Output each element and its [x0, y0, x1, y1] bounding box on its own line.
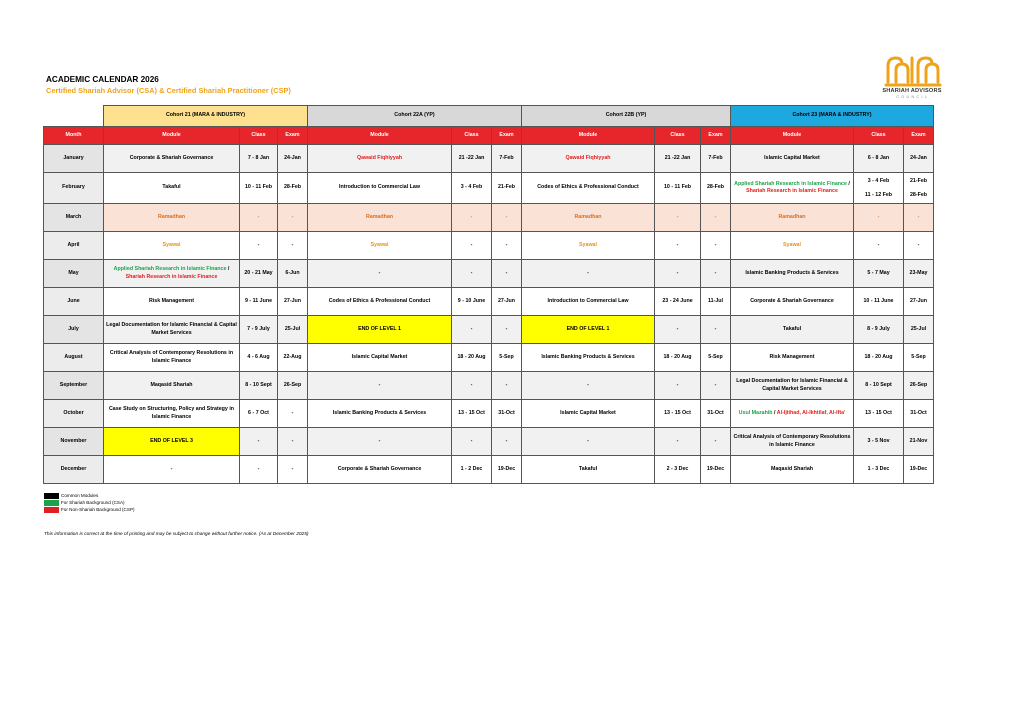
- month-cell: August: [44, 344, 104, 372]
- module-cell: Maqasid Shariah: [731, 456, 854, 484]
- exam-cell: 5-Sep: [904, 344, 934, 372]
- exam-cell: 25-Jul: [278, 316, 308, 344]
- exam-cell: 31-Oct: [492, 400, 522, 428]
- calendar-table: [43, 105, 934, 484]
- exam-cell: 19-Dec: [701, 456, 731, 484]
- header-exam: Exam: [492, 127, 522, 145]
- header-exam: Exam: [701, 127, 731, 145]
- module-cell: Islamic Banking Products & Services: [522, 344, 655, 372]
- exam-cell: -: [492, 372, 522, 400]
- csa-module: Applied Shariah Research in Islamic Finance: [113, 266, 227, 273]
- module-cell: Islamic Capital Market: [308, 344, 452, 372]
- legend-swatch: [44, 507, 59, 513]
- module-cell: Syawal: [731, 232, 854, 260]
- table-row: [44, 344, 934, 372]
- exam-cell: -: [278, 428, 308, 456]
- exam-cell: -: [278, 400, 308, 428]
- class-cell: -: [854, 232, 904, 260]
- cohort-23-header: Cohort 23 (MARA & INDUSTRY): [731, 106, 934, 127]
- module-cell: Ramadhan: [104, 204, 240, 232]
- class-cell: 13 - 15 Oct: [854, 400, 904, 428]
- class-cell: -: [655, 204, 701, 232]
- exam-cell: 22-Aug: [278, 344, 308, 372]
- module-cell: Syawal: [522, 232, 655, 260]
- class-cell: 6 - 8 Jan: [854, 145, 904, 173]
- module-cell: END OF LEVEL 3: [104, 428, 240, 456]
- module-cell: [731, 173, 854, 204]
- exam-cell: -: [701, 428, 731, 456]
- exam-cell: 21-Feb: [492, 173, 522, 204]
- module-cell: Ramadhan: [731, 204, 854, 232]
- class-cell: 8 - 10 Sept: [240, 372, 278, 400]
- class-cell: 18 - 20 Aug: [452, 344, 492, 372]
- module-cell: [104, 260, 240, 288]
- exam-cell: -: [904, 232, 934, 260]
- legend-label: For Non-Shariah Background (CSP): [61, 507, 135, 512]
- class-cell: 2 - 3 Dec: [655, 456, 701, 484]
- class-cell: 5 - 7 May: [854, 260, 904, 288]
- class-cell: -: [452, 316, 492, 344]
- cohort-22b-header: Cohort 22B (YP): [522, 106, 731, 127]
- class-cell: 3 - 4 Feb: [452, 173, 492, 204]
- exam-cell: 5-Sep: [701, 344, 731, 372]
- exam-cell: -: [492, 316, 522, 344]
- module-cell: Ramadhan: [308, 204, 452, 232]
- legend-swatch: [44, 500, 59, 506]
- module-cell: -: [308, 260, 452, 288]
- module-cell: -: [308, 372, 452, 400]
- class-cell: -: [655, 428, 701, 456]
- column-header-row: [44, 127, 934, 145]
- month-cell: April: [44, 232, 104, 260]
- exam-cell: 24-Jan: [904, 145, 934, 173]
- module-cell: -: [522, 260, 655, 288]
- exam-cell: -: [701, 260, 731, 288]
- class-cell: 23 - 24 June: [655, 288, 701, 316]
- header-module: Module: [731, 127, 854, 145]
- class-cell: -: [655, 260, 701, 288]
- exam-cell: -: [701, 204, 731, 232]
- table-row: [44, 232, 934, 260]
- module-cell: Islamic Banking Products & Services: [731, 260, 854, 288]
- legend-item: [44, 499, 135, 506]
- csa-module: Usul Mazahib: [738, 409, 773, 416]
- legend-swatch: [44, 493, 59, 499]
- exam-cell: -: [492, 204, 522, 232]
- table-row: [44, 260, 934, 288]
- module-cell: -: [308, 428, 452, 456]
- header-class: Class: [452, 127, 492, 145]
- exam-cell: 23-May: [904, 260, 934, 288]
- module-cell: Islamic Banking Products & Services: [308, 400, 452, 428]
- logo-subtitle: C O U N C I L: [896, 95, 928, 99]
- logo-name: SHARIAH ADVISORS: [882, 88, 942, 94]
- month-cell: March: [44, 204, 104, 232]
- module-separator: /: [848, 180, 850, 187]
- cohort-22a-header: Cohort 22A (YP): [308, 106, 522, 127]
- cohort-row: [44, 106, 934, 127]
- module-cell: Corporate & Shariah Governance: [104, 145, 240, 173]
- module-cell: Islamic Capital Market: [522, 400, 655, 428]
- exam-cell: 11-Jul: [701, 288, 731, 316]
- month-cell: February: [44, 173, 104, 204]
- module-cell: Qawaid Fiqhiyyah: [308, 145, 452, 173]
- class-cell: -: [854, 204, 904, 232]
- table-row: [44, 316, 934, 344]
- header-module: Module: [104, 127, 240, 145]
- class-cell: [854, 173, 904, 204]
- module-cell: Qawaid Fiqhiyyah: [522, 145, 655, 173]
- csp-module: Shariah Research in Islamic Finance: [125, 273, 218, 280]
- header-module: Module: [308, 127, 452, 145]
- exam-cell: 25-Jul: [904, 316, 934, 344]
- class-cell: -: [452, 260, 492, 288]
- class-cell: -: [240, 232, 278, 260]
- exam-cell: 24-Jan: [278, 145, 308, 173]
- module-cell: -: [522, 372, 655, 400]
- month-cell: January: [44, 145, 104, 173]
- class-cell: 10 - 11 Feb: [655, 173, 701, 204]
- header-month: Month: [44, 127, 104, 145]
- month-cell: October: [44, 400, 104, 428]
- module-cell: Introduction to Commercial Law: [522, 288, 655, 316]
- class-cell: -: [240, 456, 278, 484]
- class-cell: 8 - 9 July: [854, 316, 904, 344]
- table-row: [44, 456, 934, 484]
- module-cell: Syawal: [308, 232, 452, 260]
- module-separator: /: [774, 409, 776, 416]
- exam-cell: 27-Jun: [492, 288, 522, 316]
- exam-date: 28-Feb: [909, 191, 928, 198]
- exam-cell: 31-Oct: [904, 400, 934, 428]
- header-exam: Exam: [904, 127, 934, 145]
- class-cell: -: [452, 204, 492, 232]
- exam-cell: 7-Feb: [701, 145, 731, 173]
- module-cell: Takaful: [731, 316, 854, 344]
- module-cell: Case Study on Structuring, Policy and Strategy in Islamic Finance: [104, 400, 240, 428]
- module-cell: Maqasid Shariah: [104, 372, 240, 400]
- class-cell: -: [452, 232, 492, 260]
- module-cell: Codes of Ethics & Professional Conduct: [308, 288, 452, 316]
- exam-cell: 27-Jun: [278, 288, 308, 316]
- class-cell: 21 -22 Jan: [655, 145, 701, 173]
- module-cell: Ramadhan: [522, 204, 655, 232]
- class-cell: 3 - 5 Nov: [854, 428, 904, 456]
- module-cell: [731, 400, 854, 428]
- module-cell: Legal Documentation for Islamic Financial & Capital Market Services: [104, 316, 240, 344]
- table-row: [44, 372, 934, 400]
- module-cell: Corporate & Shariah Governance: [308, 456, 452, 484]
- module-cell: Takaful: [104, 173, 240, 204]
- exam-cell: -: [904, 204, 934, 232]
- header-class: Class: [854, 127, 904, 145]
- table-row: [44, 428, 934, 456]
- table-row: [44, 145, 934, 173]
- header-exam: Exam: [278, 127, 308, 145]
- class-cell: 21 -22 Jan: [452, 145, 492, 173]
- exam-cell: 27-Jun: [904, 288, 934, 316]
- class-cell: 1 - 2 Dec: [452, 456, 492, 484]
- exam-cell: -: [492, 260, 522, 288]
- exam-cell: -: [492, 428, 522, 456]
- module-cell: Codes of Ethics & Professional Conduct: [522, 173, 655, 204]
- class-cell: -: [655, 372, 701, 400]
- class-date: 11 - 12 Feb: [864, 191, 893, 198]
- class-cell: 20 - 21 May: [240, 260, 278, 288]
- disclaimer-note: This information is correct at the time of printing and may be subject to change without further notice. (As at December 2025): [44, 532, 309, 537]
- class-cell: -: [240, 428, 278, 456]
- page-title: ACADEMIC CALENDAR 2026: [46, 75, 159, 84]
- month-cell: June: [44, 288, 104, 316]
- class-cell: 13 - 15 Oct: [655, 400, 701, 428]
- month-cell: July: [44, 316, 104, 344]
- class-cell: 10 - 11 June: [854, 288, 904, 316]
- exam-cell: -: [701, 316, 731, 344]
- csp-module: Shariah Research in Islamic Finance: [746, 188, 838, 194]
- exam-cell: 26-Sep: [904, 372, 934, 400]
- class-date: 3 - 4 Feb: [867, 177, 890, 184]
- module-cell: Critical Analysis of Contemporary Resolutions in Islamic Finance: [104, 344, 240, 372]
- exam-cell: 5-Sep: [492, 344, 522, 372]
- header-class: Class: [240, 127, 278, 145]
- module-cell: Islamic Capital Market: [731, 145, 854, 173]
- exam-cell: [904, 173, 934, 204]
- legend-label: Common Modules: [61, 493, 99, 498]
- table-row: [44, 400, 934, 428]
- module-separator: /: [227, 266, 230, 273]
- csa-module: Applied Shariah Research in Islamic Finance: [734, 180, 847, 187]
- class-cell: -: [240, 204, 278, 232]
- header-module: Module: [522, 127, 655, 145]
- legend: [44, 492, 135, 513]
- module-cell: -: [104, 456, 240, 484]
- exam-cell: -: [278, 456, 308, 484]
- legend-label: For Shariah Background (CSA): [61, 500, 125, 505]
- class-cell: 18 - 20 Aug: [854, 344, 904, 372]
- class-cell: 6 - 7 Oct: [240, 400, 278, 428]
- class-cell: 9 - 11 June: [240, 288, 278, 316]
- exam-cell: -: [492, 232, 522, 260]
- class-cell: 4 - 6 Aug: [240, 344, 278, 372]
- page-subtitle: Certified Shariah Advisor (CSA) & Certified Shariah Practitioner (CSP): [46, 86, 291, 95]
- class-cell: -: [452, 428, 492, 456]
- table-row: [44, 204, 934, 232]
- class-cell: -: [655, 232, 701, 260]
- month-cell: November: [44, 428, 104, 456]
- module-cell: Syawal: [104, 232, 240, 260]
- module-cell: Legal Documentation for Islamic Financial & Capital Market Services: [731, 372, 854, 400]
- class-cell: -: [452, 372, 492, 400]
- month-cell: May: [44, 260, 104, 288]
- exam-cell: -: [278, 204, 308, 232]
- class-cell: 9 - 10 June: [452, 288, 492, 316]
- class-cell: 18 - 20 Aug: [655, 344, 701, 372]
- blank-cell: [44, 106, 104, 127]
- class-cell: 7 - 9 July: [240, 316, 278, 344]
- exam-cell: 28-Feb: [278, 173, 308, 204]
- class-cell: 1 - 3 Dec: [854, 456, 904, 484]
- csp-module: Al-Ijtihad, Al-Ikhtilaf, Al-Ifta': [776, 409, 846, 416]
- module-cell: Critical Analysis of Contemporary Resolutions in Islamic Finance: [731, 428, 854, 456]
- exam-cell: 31-Oct: [701, 400, 731, 428]
- module-cell: -: [522, 428, 655, 456]
- module-cell: Corporate & Shariah Governance: [731, 288, 854, 316]
- legend-item: [44, 492, 135, 499]
- table-row: [44, 173, 934, 204]
- exam-date: 21-Feb: [909, 177, 928, 184]
- module-cell: END OF LEVEL 1: [522, 316, 655, 344]
- table-row: [44, 288, 934, 316]
- month-cell: September: [44, 372, 104, 400]
- class-cell: 13 - 15 Oct: [452, 400, 492, 428]
- exam-cell: -: [701, 372, 731, 400]
- module-cell: END OF LEVEL 1: [308, 316, 452, 344]
- header-class: Class: [655, 127, 701, 145]
- exam-cell: 6-Jun: [278, 260, 308, 288]
- module-cell: Risk Management: [104, 288, 240, 316]
- exam-cell: 26-Sep: [278, 372, 308, 400]
- class-cell: 7 - 8 Jan: [240, 145, 278, 173]
- exam-cell: 21-Nov: [904, 428, 934, 456]
- class-cell: 8 - 10 Sept: [854, 372, 904, 400]
- class-cell: -: [655, 316, 701, 344]
- exam-cell: -: [278, 232, 308, 260]
- exam-cell: 19-Dec: [492, 456, 522, 484]
- month-cell: December: [44, 456, 104, 484]
- module-cell: Introduction to Commercial Law: [308, 173, 452, 204]
- module-cell: Risk Management: [731, 344, 854, 372]
- module-cell: Takaful: [522, 456, 655, 484]
- exam-cell: -: [701, 232, 731, 260]
- exam-cell: 19-Dec: [904, 456, 934, 484]
- legend-item: [44, 506, 135, 513]
- class-cell: 10 - 11 Feb: [240, 173, 278, 204]
- exam-cell: 28-Feb: [701, 173, 731, 204]
- cohort-21-header: Cohort 21 (MARA & INDUSTRY): [104, 106, 308, 127]
- exam-cell: 7-Feb: [492, 145, 522, 173]
